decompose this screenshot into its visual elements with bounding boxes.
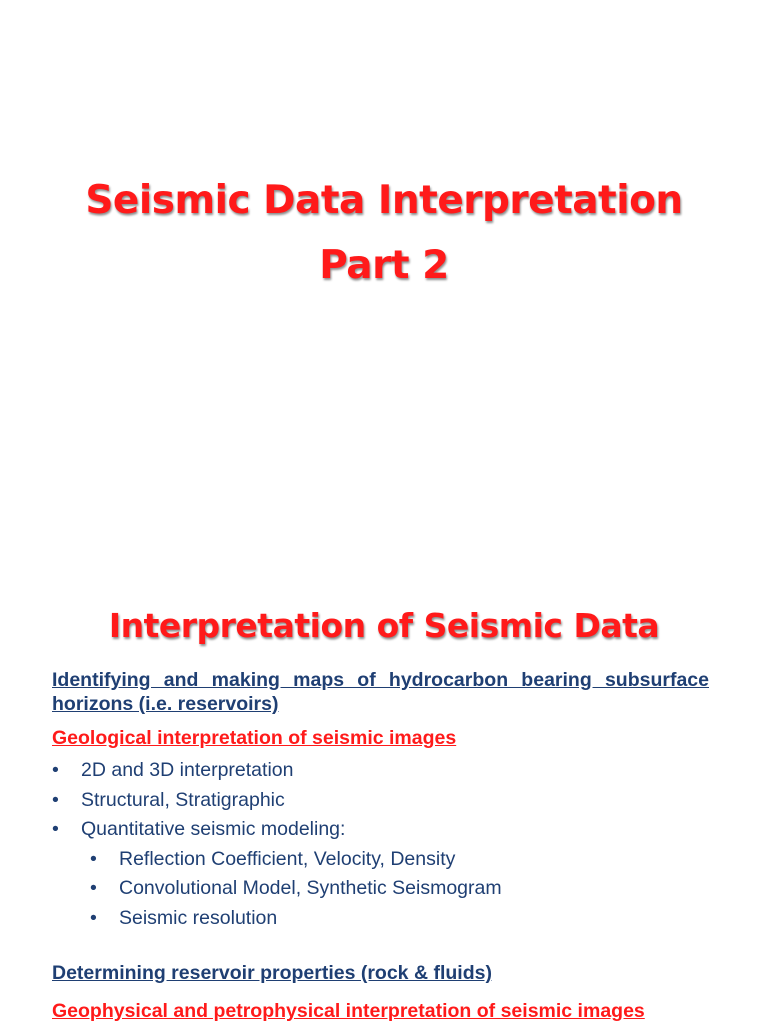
bullet-icon: •	[90, 877, 97, 899]
bullet-list	[52, 756, 502, 933]
subheading-geophysical: Geophysical and petrophysical interpretation of seismic images	[52, 1000, 645, 1022]
bullet-icon: •	[52, 788, 59, 811]
slide-heading: Interpretation of Seismic Data	[108, 606, 660, 645]
list-item	[52, 845, 502, 875]
list-item	[52, 786, 502, 816]
bullet-icon: •	[90, 906, 97, 929]
content-slide	[0, 576, 768, 1024]
bullet-icon: •	[52, 759, 59, 781]
list-item-text: Seismic resolution	[119, 906, 278, 929]
bullet-icon: •	[90, 847, 97, 870]
list-item-text: Quantitative seismic modeling:	[81, 818, 346, 840]
bullet-icon: •	[52, 818, 59, 840]
list-item-text: Convolutional Model, Synthetic Seismogram	[119, 877, 502, 899]
list-item	[52, 756, 502, 786]
slide-title-line-2: Part 2	[319, 243, 449, 288]
list-item	[52, 815, 502, 845]
list-item	[52, 874, 502, 904]
list-item	[52, 904, 502, 934]
subheading-reservoir-properties: Determining reservoir properties (rock & fluids)	[52, 962, 492, 984]
list-item-text: Reflection Coefficient, Velocity, Density	[119, 847, 456, 870]
list-item-text: Structural, Stratigraphic	[81, 788, 285, 811]
subheading-geological: Geological interpretation of seismic images	[52, 727, 457, 749]
intro-text: Identifying and making maps of hydrocarbon bearing subsurface horizons (i.e. reservoirs)	[52, 669, 709, 715]
slide-title-line-1: Seismic Data Interpretation	[85, 178, 683, 223]
list-item-text: 2D and 3D interpretation	[81, 759, 294, 781]
